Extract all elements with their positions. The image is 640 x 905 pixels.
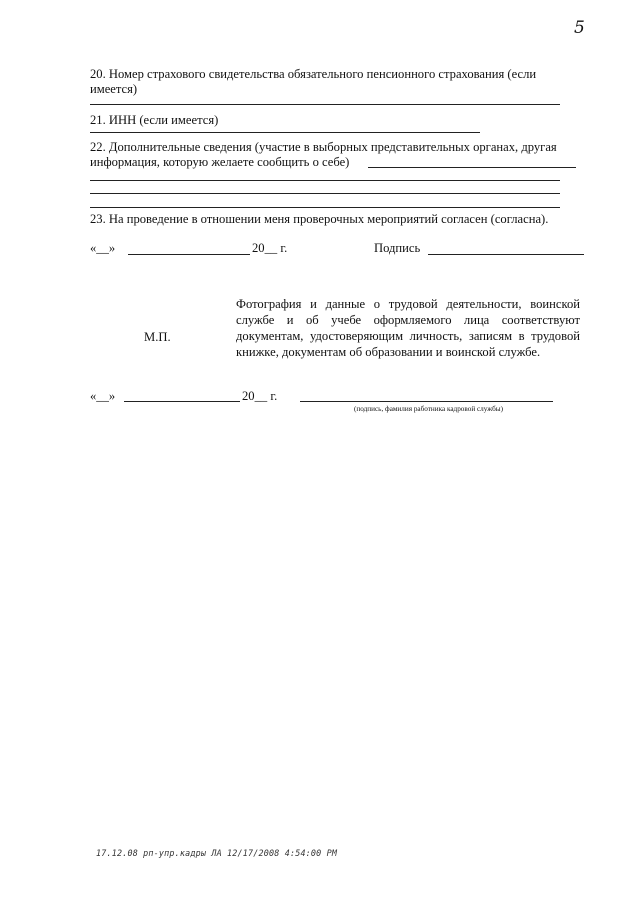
- date-2-year: 20__ г.: [242, 389, 278, 403]
- hr-signature-line[interactable]: [300, 401, 553, 402]
- item-21-label: 21. ИНН (если имеется): [90, 113, 219, 127]
- item-22-answer-line-1[interactable]: [90, 180, 560, 181]
- verification-statement: Фотография и данные о трудовой деятельности, воинской службе и об учебе оформляемого лица соответствуют документам, удостоверяющим личность, записям в трудовой книжке, документам об образовании и воинской службе.: [236, 297, 580, 359]
- date-1-day: «__»: [90, 241, 116, 255]
- document-footer: 17.12.08 рп-упр.кадры ЛА 12/17/2008 4:54:00 PM: [96, 848, 338, 858]
- item-20-line-1: 20. Номер страхового свидетельства обязательного пенсионного страхования (если: [90, 67, 537, 81]
- hr-signature-caption: (подпись, фамилия работника кадровой службы): [354, 405, 503, 413]
- date-1-year: 20__ г.: [252, 241, 288, 255]
- item-22-inline-answer-line[interactable]: [368, 167, 576, 168]
- item-20-answer-line[interactable]: [90, 104, 560, 105]
- item-22-line-1: 22. Дополнительные сведения (участие в выборных представительных органах, другая: [90, 140, 557, 154]
- item-20-line-2: имеется): [90, 82, 138, 96]
- signature-line[interactable]: [428, 254, 584, 255]
- date-2-month-line[interactable]: [124, 401, 240, 402]
- item-22-answer-line-3[interactable]: [90, 207, 560, 208]
- date-2-day: «__»: [90, 389, 116, 403]
- item-22-answer-line-2[interactable]: [90, 193, 560, 194]
- signature-label: Подпись: [374, 241, 421, 255]
- item-21-answer-line[interactable]: [90, 132, 480, 133]
- date-1-month-line[interactable]: [128, 254, 250, 255]
- item-22-line-2: информация, которую желаете сообщить о себе): [90, 155, 350, 169]
- page-number: 5: [574, 18, 585, 38]
- item-23-consent: 23. На проведение в отношении меня проверочных мероприятий согласен (согласна).: [90, 212, 549, 226]
- stamp-placeholder: М.П.: [144, 330, 171, 344]
